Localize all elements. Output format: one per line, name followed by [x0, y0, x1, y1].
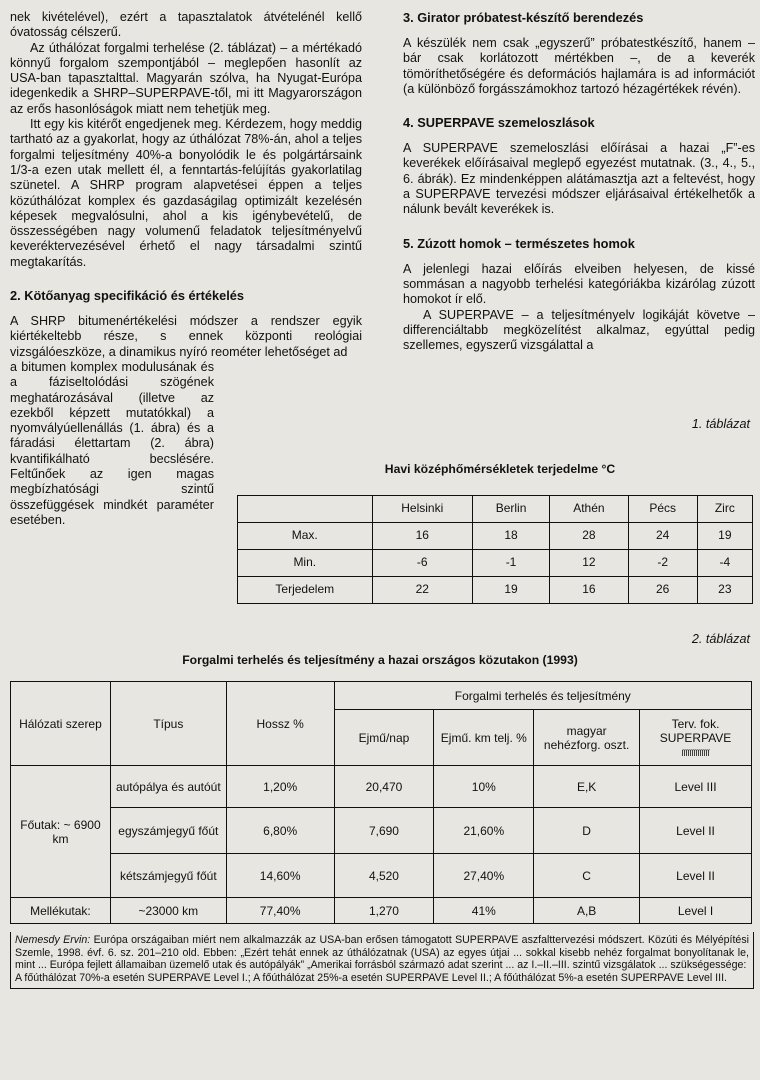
- table-cell: 12: [550, 550, 629, 577]
- traffic-table: [10, 681, 752, 924]
- table-header-cell: Hálózati szerep: [11, 682, 111, 766]
- table-header-cell: Zirc: [697, 496, 752, 523]
- paragraph: a bitumen komplex modulusának és a fáziseltolódási szögének meghatározásával (illetve az ezekből képzett mutatókkal) a nyomvályúellenállás (1. ábra) és a fáradási élettartam (2. ábra) kvantifikálható becslésére. Feltűnőek az igen magas megbízhatósági szintű összefüggések mindkét paraméter esetében.: [10, 359, 214, 527]
- paragraph: nek kivételével), ezért a tapasztalatok átvételénél kellő óvatosság célszerű.: [10, 10, 362, 40]
- table-cell: 24: [628, 523, 697, 550]
- table-cell: Mellékutak:: [11, 898, 111, 924]
- table-row: [11, 854, 752, 898]
- table-cell: 6,80%: [226, 808, 334, 854]
- notes-text: A főúthálózat 70%-a esetén SUPERPAVE Level I.; A főúthálózat 25%-a esetén SUPERPAVE Level II.; A főúthálózat 5%-a esetén SUPERPAVE Level III.: [15, 971, 727, 984]
- table-cell: C: [534, 854, 640, 898]
- table-cell: -4: [697, 550, 752, 577]
- table-cell: 16: [372, 523, 472, 550]
- table-cell: Főutak: ~ 6900 km: [11, 766, 111, 898]
- table-cell: 1,270: [334, 898, 434, 924]
- table-header-row: [238, 496, 753, 523]
- table-cell: kétszámjegyű főút: [110, 854, 226, 898]
- table-cell: 27,40%: [434, 854, 534, 898]
- table-cell: 22: [372, 577, 472, 604]
- table-cell: 14,60%: [226, 854, 334, 898]
- table-cell: 20,470: [334, 766, 434, 808]
- paragraph: A készülék nem csak „egyszerű” próbatestkészítő, hanem – bár csak korlátozott mértékben –, de a keverék tömöríthetőségére és deformációs hajlamára is ad információt (a különböző forgásszámokhoz tartozó hézagértékek révén).: [403, 36, 755, 96]
- section-heading: 4. SUPERPAVE szemeloszlások: [403, 115, 595, 131]
- table-cell: 18: [472, 523, 549, 550]
- paragraph: Az úthálózat forgalmi terhelése (2. táblázat) – a mértékadó könnyű forgalom szempontjából – meglepően hasonlít az USA-ban tapasztalttal. Magyarán szólva, ha Nyugat-Európa idegenkedik a SHRP–SUPERPAVE-től, mi itt Magyarországon az erős hasonlóságok miatt nem tehetjük meg.: [10, 40, 362, 116]
- table-cell: ~23000 km: [110, 898, 226, 924]
- left-column: [10, 10, 362, 576]
- right-column: [403, 10, 755, 353]
- table-header-cell: Athén: [550, 496, 629, 523]
- table-cell: 4,520: [334, 854, 434, 898]
- paragraph: Itt egy kis kitérőt engedjenek meg. Kérdezem, hogy meddig tartható az a gyakorlat, hogy az úthálózat 78%-án, ahol a teljes forgalmi teljesítmény 40%-a bonyolódik le és polgártársaink 1/3-a ezen utak mellett él, a fenntartás-felújítás gyakorlatilag szünetel. A SHRP program alapvetései éppen a teljes közúthálózat komplex és gazdaságilag optimizált kezelésén képesek megvalósulni, ahol a kis igénybevételű, de összességében nagy volumenű feladatok teljesítményelvű keveréktervezésével érhető el nagy társadalmi szintű megtakarítás.: [10, 117, 362, 269]
- table-header-cell: [640, 710, 752, 766]
- table-cell: 19: [472, 577, 549, 604]
- table-header-mark: ſſſſſſſſſſſſſſ: [681, 747, 710, 758]
- table-header-cell: Hossz %: [226, 682, 334, 766]
- table-cell: -6: [372, 550, 472, 577]
- table-cell: Max.: [238, 523, 373, 550]
- paragraph: A SUPERPAVE – a teljesítményelv logikáját követve – differenciáltabb megközelítést alkalmaz, egyúttal pedig szellemes, egyszerű vizsgálattal a: [403, 307, 755, 353]
- table-row: [11, 766, 752, 808]
- table-title: Forgalmi terhelés és teljesítmény a hazai országos közutakon (1993): [182, 653, 578, 667]
- table-header-text: Terv. fok. SUPERPAVE: [659, 716, 732, 745]
- paragraph: A jelenlegi hazai előírás elveiben helyesen, de kissé sommásan a nagyobb terhelési kategóriákba kizárólag zúzott homokot ír elő.: [403, 261, 755, 307]
- table-cell: A,B: [534, 898, 640, 924]
- table-cell: E,K: [534, 766, 640, 808]
- table-cell: Level II: [640, 854, 752, 898]
- temperature-table: [237, 495, 753, 604]
- table-cell: 41%: [434, 898, 534, 924]
- table-cell: 10%: [434, 766, 534, 808]
- section-heading: 3. Girator próbatest-készítő berendezés: [403, 10, 644, 25]
- table-row: [238, 523, 753, 550]
- table-header-cell: [238, 496, 373, 523]
- table-header-row: [11, 682, 752, 710]
- table-label: 2. táblázat: [691, 632, 750, 646]
- table-cell: -1: [472, 550, 549, 577]
- table-cell: Level III: [640, 766, 752, 808]
- table-header-cell: magyar nehézforg. oszt.: [534, 710, 640, 766]
- section-heading: 2. Kötőanyag specifikáció és értékelés: [10, 288, 245, 304]
- table-header-cell: Pécs: [628, 496, 697, 523]
- paragraph: A SHRP bitumenértékelési módszer a rendszer egyik kiértékeltebb része, s ennek központi reológiai vizsgálóeszköze, a dinamikus nyíró reométer lehetőséget ad: [10, 314, 362, 359]
- table-title: Havi középhőmérsékletek terjedelme °C: [384, 462, 616, 476]
- table-cell: Min.: [238, 550, 373, 577]
- table-cell: 28: [550, 523, 629, 550]
- table-header-cell: Forgalmi terhelés és teljesítmény: [334, 682, 751, 710]
- table-cell: 77,40%: [226, 898, 334, 924]
- table-cell: 16: [550, 577, 629, 604]
- table-notes: [10, 932, 754, 989]
- table-row: [238, 550, 753, 577]
- table-header-cell: Ejmű/nap: [334, 710, 434, 766]
- table-cell: -2: [628, 550, 697, 577]
- section-heading: 5. Zúzott homok – természetes homok: [403, 235, 635, 251]
- table-label: 1. táblázat: [691, 417, 750, 431]
- table-cell: D: [534, 808, 640, 854]
- notes-author: Nemesdy Ervin:: [15, 934, 91, 946]
- table-header-cell: Berlin: [472, 496, 549, 523]
- table-cell: 7,690: [334, 808, 434, 854]
- paragraph: A SUPERPAVE szemeloszlási előírásai a hazai „F”-es keverékek előírásaival meglepő egyezést mutatnak. (3., 4., 5., 6. ábrák). Ez mindenképpen alátámasztja azt a feltevést, hogy a SUPERPAVE tervezési módszer eljárásaival értékelhetők a nálunk bevált keverékek is.: [403, 141, 755, 217]
- table-cell: egyszámjegyű főút: [110, 808, 226, 854]
- table-header-cell: Helsinki: [372, 496, 472, 523]
- table-cell: autópálya és autóút: [110, 766, 226, 808]
- table-cell: 26: [628, 577, 697, 604]
- table-cell: Terjedelem: [238, 577, 373, 604]
- table-cell: 21,60%: [434, 808, 534, 854]
- table-cell: Level I: [640, 898, 752, 924]
- table-row: [238, 577, 753, 604]
- notes-text: Európa országaiban miért nem alkalmazzák az USA-ban erősen támogatott SUPERPAVE aszfalttervezési módszert. Közúti és Mélyépítési Szemle, 1998. évf. 6. sz. 201–210 old. Ebben: „Ezért tehát ennek az úthálózatnak (USA) az egyes útjai ... sokkal kisebb nehéz forgalmat bonyolítanak le, mint ... Európa fejlett államaiban üzemelő utak és autópályák” „Amerikai forrásból származó adat szerint ... az I.–II.–III. szintű vizsgálatok ... szükségessége:: [15, 934, 749, 972]
- table-cell: Level II: [640, 808, 752, 854]
- table-header-cell: Ejmű. km telj. %: [434, 710, 534, 766]
- table-cell: 23: [697, 577, 752, 604]
- table-cell: 19: [697, 523, 752, 550]
- table-header-cell: Típus: [110, 682, 226, 766]
- table-cell: 1,20%: [226, 766, 334, 808]
- table-row: [11, 898, 752, 924]
- table-row: [11, 808, 752, 854]
